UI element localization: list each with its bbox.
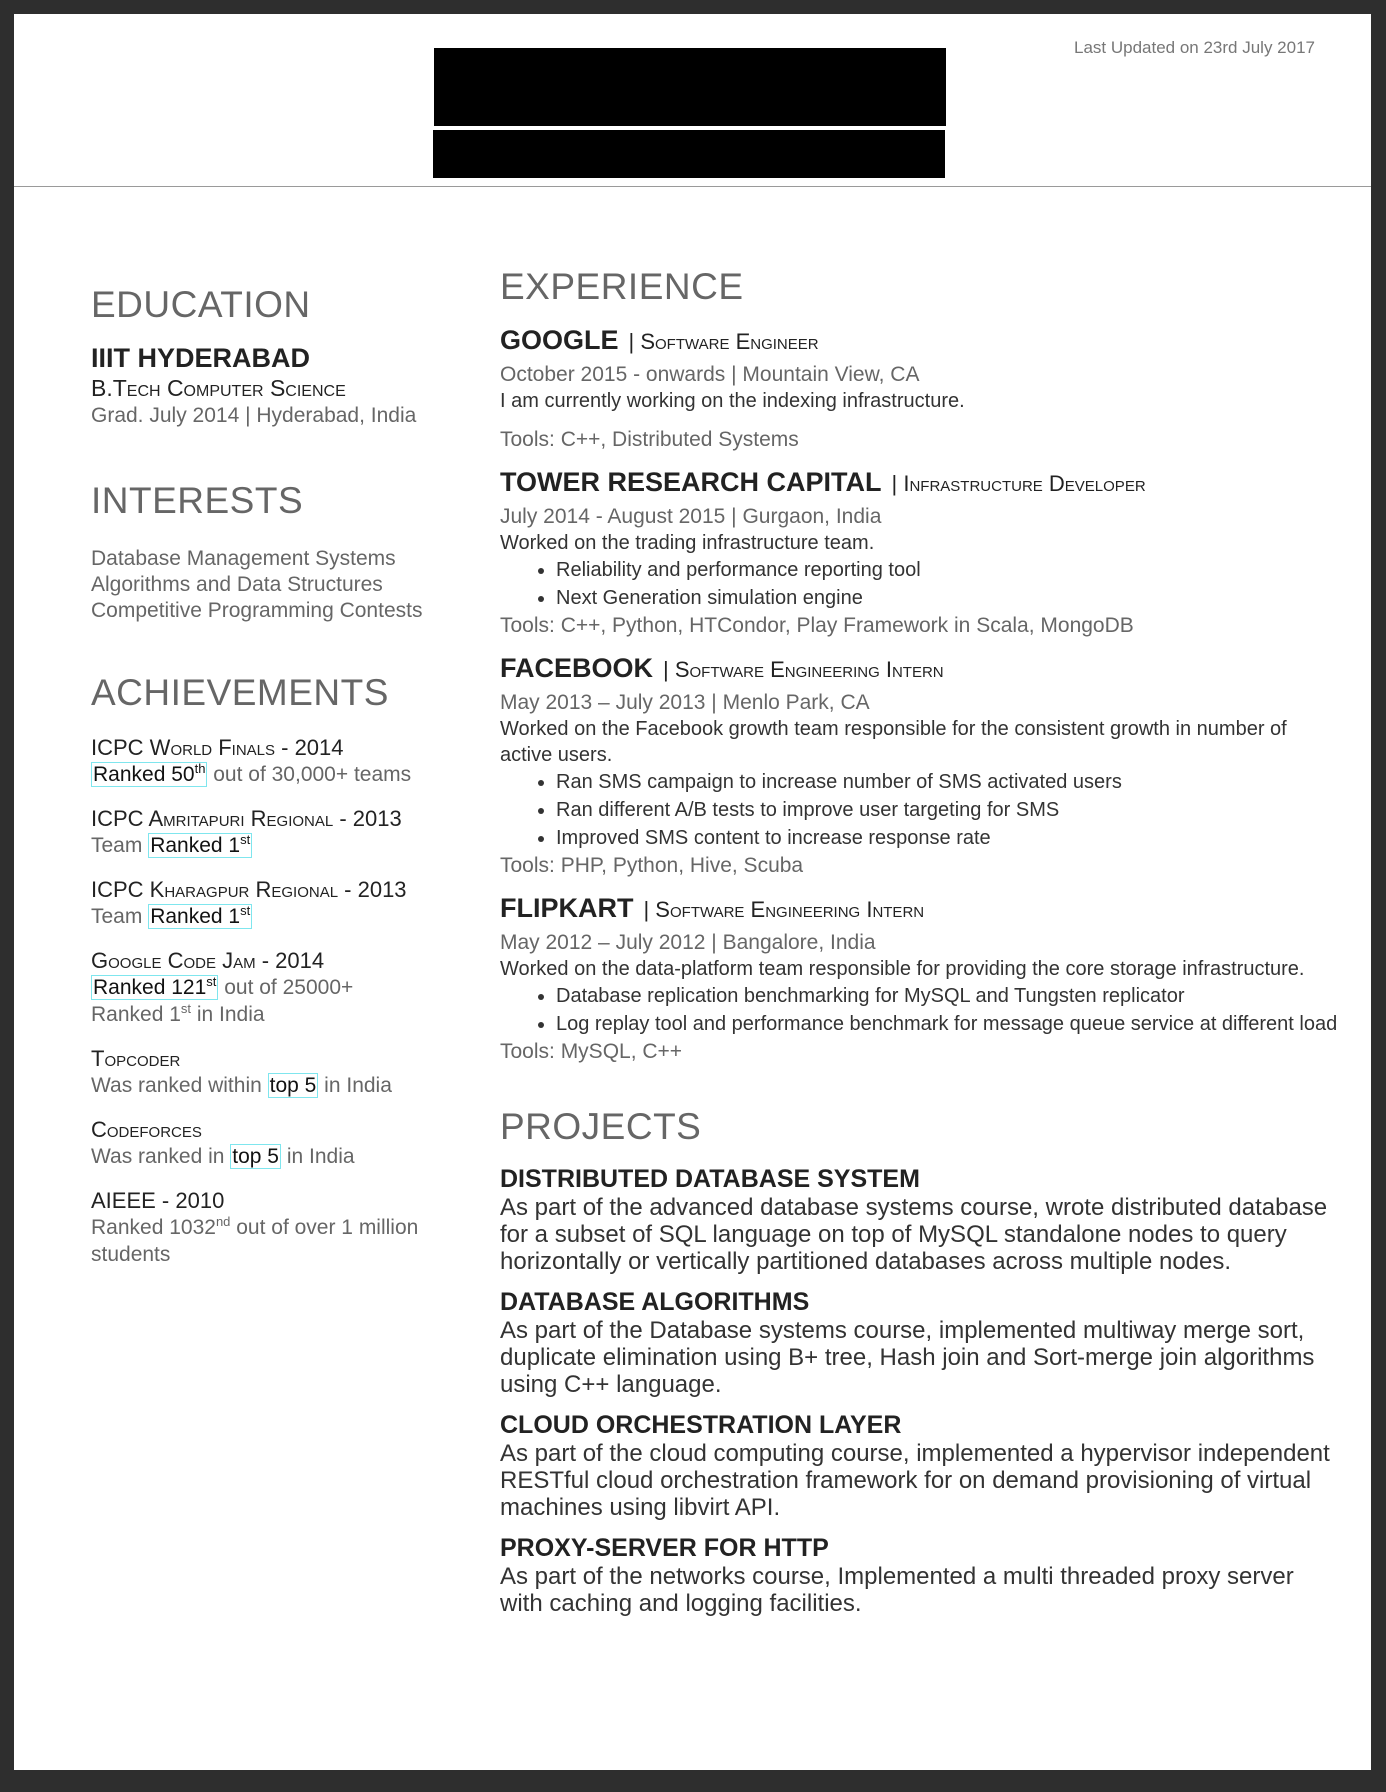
achievement-title: ICPC Kharagpur Regional - 2013 xyxy=(91,877,407,902)
job-company: GOOGLE xyxy=(500,325,619,355)
achievement-detail: Ranked 1st in India xyxy=(91,1001,265,1026)
job-role: | Software Engineer xyxy=(628,329,819,354)
achievement-title: ICPC Amritapuri Regional - 2013 xyxy=(91,806,402,831)
list-item: • Reliability and performance reporting tool xyxy=(556,556,1340,584)
education-grad: Grad. July 2014 | Hyderabad, India xyxy=(91,404,417,427)
achievement-item xyxy=(91,1187,491,1268)
interest-item: Competitive Programming Contests xyxy=(91,599,423,622)
job-bullets xyxy=(500,556,1340,612)
achievement-item xyxy=(91,734,491,788)
job-role: | Software Engineering Intern xyxy=(663,657,944,682)
rank-highlight: top 5 xyxy=(269,1074,317,1097)
last-updated-text: Last Updated on 23rd July 2017 xyxy=(1073,38,1315,57)
rank-highlight: top 5 xyxy=(232,1145,279,1168)
job-company: FACEBOOK xyxy=(500,653,654,683)
job-dates: May 2013 – July 2013 | Menlo Park, CA xyxy=(500,691,870,714)
achievement-title: ICPC World Finals - 2014 xyxy=(91,735,344,760)
list-item: • Ran different A/B tests to improve user targeting for SMS xyxy=(556,796,1340,824)
interest-item: Database Management Systems xyxy=(91,547,396,570)
job-description: Worked on the data-platform team responsible for providing the core storage infrastructure. xyxy=(500,958,1305,980)
job-role: | Software Engineering Intern xyxy=(643,897,925,922)
rank-highlight: Ranked 1st xyxy=(150,832,251,857)
job-tools: Tools: C++, Python, HTCondor, Play Framework in Scala, MongoDB xyxy=(500,614,1134,637)
project-entry xyxy=(500,1287,1340,1398)
job-description: Worked on the trading infrastructure team. xyxy=(500,532,875,554)
job-dates: May 2012 – July 2012 | Bangalore, India xyxy=(500,931,876,954)
achievement-item xyxy=(91,1045,491,1099)
achievement-title: Google Code Jam - 2014 xyxy=(91,948,325,973)
list-item: • Improved SMS content to increase response rate xyxy=(556,824,1340,852)
project-title: PROXY-SERVER FOR HTTP xyxy=(500,1534,829,1562)
job-entry xyxy=(500,652,1340,880)
job-tools: Tools: MySQL, C++ xyxy=(500,1040,683,1063)
achievement-title: Codeforces xyxy=(91,1117,202,1142)
rank-highlight: Ranked 1st xyxy=(150,903,251,928)
education-school: IIIT HYDERABAD xyxy=(91,343,311,373)
achievement-item xyxy=(91,1116,491,1170)
job-tools: Tools: PHP, Python, Hive, Scuba xyxy=(500,854,804,877)
projects-heading: PROJECTS xyxy=(500,1106,702,1147)
achievement-detail: Ranked 121st out of 25000+ xyxy=(93,974,354,999)
job-dates: July 2014 - August 2015 | Gurgaon, India xyxy=(500,505,882,528)
achievements-heading: ACHIEVEMENTS xyxy=(91,672,389,713)
job-description: Worked on the Facebook growth team responsible for the consistent growth in number of active users. xyxy=(500,718,1287,766)
achievement-detail: Ranked 50th out of 30,000+ teams xyxy=(93,761,412,786)
achievement-detail: Was ranked in top 5 in India xyxy=(91,1145,355,1168)
project-entry xyxy=(500,1533,1340,1617)
interest-item: Algorithms and Data Structures xyxy=(91,573,383,596)
redacted-contact-block xyxy=(433,130,945,178)
list-item: • Next Generation simulation engine xyxy=(556,584,1340,612)
achievement-title: Topcoder xyxy=(91,1046,181,1071)
job-company: FLIPKART xyxy=(500,893,634,923)
project-title: DATABASE ALGORITHMS xyxy=(500,1288,810,1316)
education-degree: B.Tech Computer Science xyxy=(91,375,346,401)
list-item: • Database replication benchmarking for MySQL and Tungsten replicator xyxy=(556,982,1340,1010)
achievement-title: AIEEE - 2010 xyxy=(91,1188,225,1213)
achievement-item xyxy=(91,876,491,930)
education-heading: EDUCATION xyxy=(91,284,311,325)
project-description: As part of the cloud computing course, implemented a hypervisor independent RESTful cloud orchestration framework for on demand provisioning of virtual machines using libvirt API. xyxy=(500,1440,1330,1521)
experience-heading: EXPERIENCE xyxy=(500,266,744,307)
project-description: As part of the networks course, Implemented a multi threaded proxy server with caching and logging facilities. xyxy=(500,1563,1294,1617)
header-divider xyxy=(14,186,1371,187)
achievement-detail: Was ranked within top 5 in India xyxy=(91,1074,392,1097)
job-description: I am currently working on the indexing infrastructure. xyxy=(500,390,965,412)
resume-page xyxy=(14,14,1371,1770)
interests-list xyxy=(91,546,491,624)
achievement-item xyxy=(91,805,491,859)
project-title: CLOUD ORCHESTRATION LAYER xyxy=(500,1411,902,1439)
achievement-item xyxy=(91,947,491,1028)
job-role: | Infrastructure Developer xyxy=(891,471,1146,496)
rank-highlight: Ranked 121st xyxy=(93,974,217,999)
project-title: DISTRIBUTED DATABASE SYSTEM xyxy=(500,1165,920,1193)
achievement-detail: Team Ranked 1st xyxy=(91,903,251,928)
project-description: As part of the Database systems course, implemented multiway merge sort, duplicate elimination using B+ tree, Hash join and Sort-merge join algorithms using C++ language. xyxy=(500,1317,1315,1398)
job-dates: October 2015 - onwards | Mountain View, CA xyxy=(500,363,920,386)
list-item: • Log replay tool and performance benchmark for message queue service at different load xyxy=(556,1010,1340,1038)
list-item: • Ran SMS campaign to increase number of SMS activated users xyxy=(556,768,1340,796)
project-entry xyxy=(500,1410,1340,1521)
job-bullets xyxy=(500,768,1340,852)
left-column xyxy=(91,284,491,1285)
job-company: TOWER RESEARCH CAPITAL xyxy=(500,467,882,497)
job-entry xyxy=(500,324,1340,454)
rank-highlight: Ranked 50th xyxy=(93,761,206,786)
right-column xyxy=(500,266,1340,1629)
project-entry xyxy=(500,1164,1340,1275)
job-entry xyxy=(500,466,1340,640)
project-description: As part of the advanced database systems course, wrote distributed database for a subset of SQL language on top of MySQL standalone nodes to query horizontally or vertically partitioned databases across multiple nodes. xyxy=(500,1194,1328,1275)
achievement-detail: Team Ranked 1st xyxy=(91,832,251,857)
job-tools: Tools: C++, Distributed Systems xyxy=(500,428,799,451)
job-bullets xyxy=(500,982,1340,1038)
interests-heading: INTERESTS xyxy=(91,480,304,521)
redacted-name-block xyxy=(434,48,946,126)
achievement-detail: Ranked 1032nd out of over 1 million students xyxy=(91,1214,419,1266)
job-entry xyxy=(500,892,1340,1066)
